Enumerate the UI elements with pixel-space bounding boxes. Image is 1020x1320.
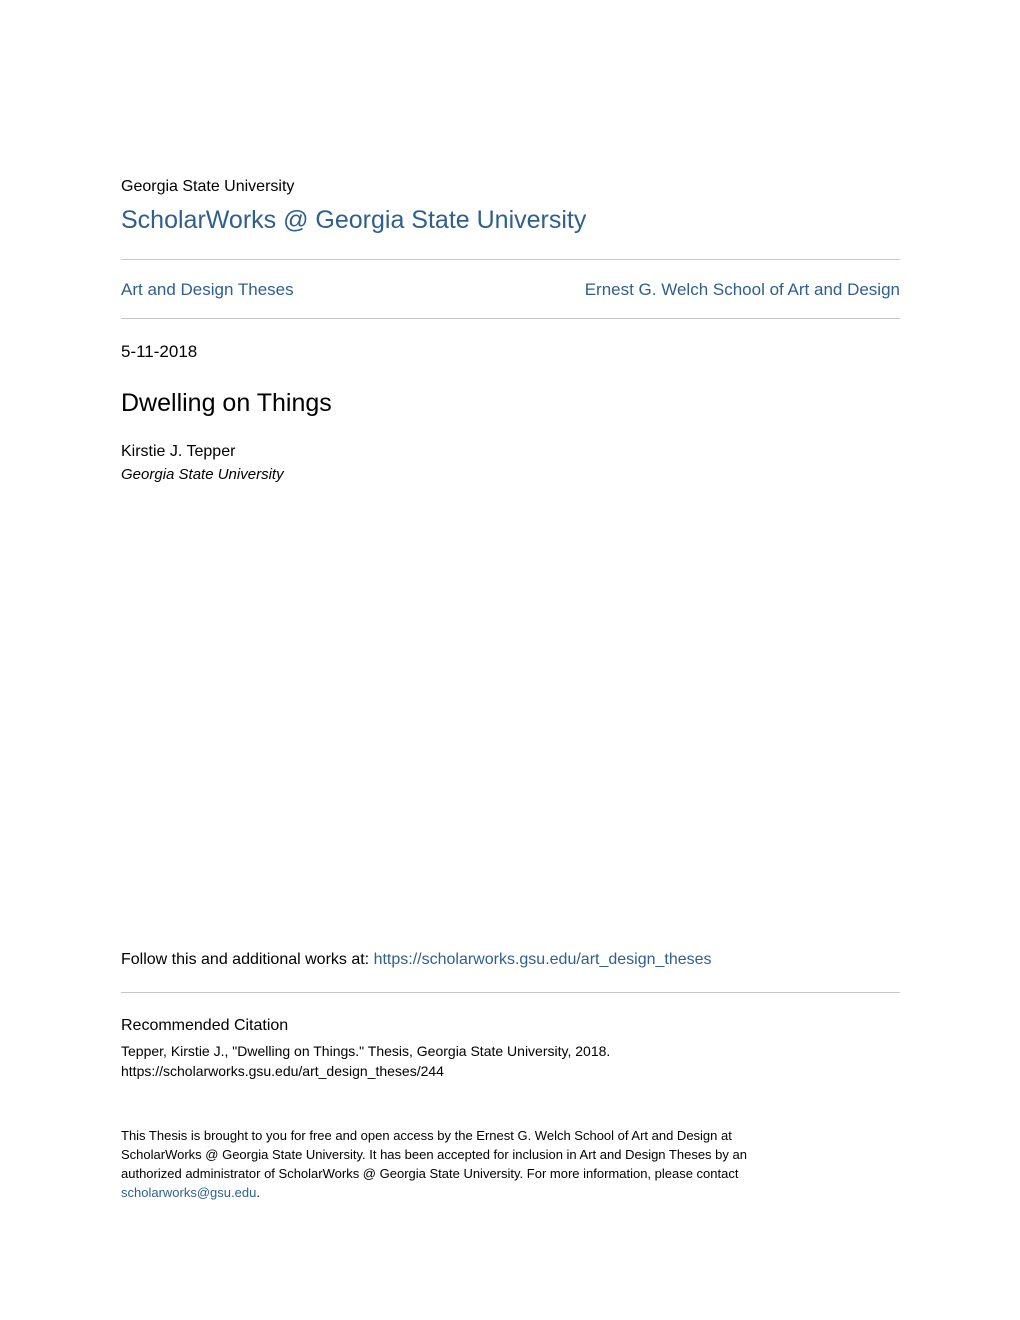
follow-line — [121, 950, 712, 970]
divider-top — [121, 259, 900, 260]
citation-heading: Recommended Citation — [121, 1017, 289, 1034]
divider-middle — [121, 318, 900, 319]
follow-label: Follow this and additional works at: — [121, 951, 374, 968]
citation-line-1: Tepper, Kirstie J., "Dwelling on Things." Thesis, Georgia State University, 2018. — [121, 1043, 611, 1059]
access-statement-line-2: ScholarWorks @ Georgia State University. It has been accepted for inclusion in Art and Design Theses by an — [121, 1147, 747, 1162]
access-statement-line-4 — [121, 1183, 901, 1202]
institution-name: Georgia State University — [121, 178, 295, 195]
publication-date: 5-11-2018 — [121, 342, 198, 361]
author-affiliation: Georgia State University — [121, 466, 284, 483]
divider-bottom — [121, 992, 900, 993]
series-link[interactable]: Art and Design Theses — [121, 280, 294, 299]
document-title: Dwelling on Things — [121, 389, 332, 417]
access-statement-line-1: This Thesis is brought to you for free and open access by the Ernest G. Welch School of Art and Design at — [121, 1128, 732, 1143]
access-statement — [121, 1126, 901, 1202]
contact-email-link[interactable]: scholarworks@gsu.edu — [121, 1185, 257, 1200]
author-name: Kirstie J. Tepper — [121, 443, 236, 460]
access-statement-line-3: authorized administrator of ScholarWorks @ Georgia State University. For more information, please contact — [121, 1166, 739, 1181]
school-link[interactable]: Ernest G. Welch School of Art and Design — [584, 280, 900, 299]
follow-url-link[interactable]: https://scholarworks.gsu.edu/art_design_theses — [373, 951, 712, 968]
citation-line-2: https://scholarworks.gsu.edu/art_design_theses/244 — [121, 1063, 444, 1079]
repository-link[interactable]: ScholarWorks @ Georgia State University — [121, 206, 587, 234]
citation-text — [121, 1041, 901, 1081]
access-statement-period: . — [256, 1185, 260, 1200]
